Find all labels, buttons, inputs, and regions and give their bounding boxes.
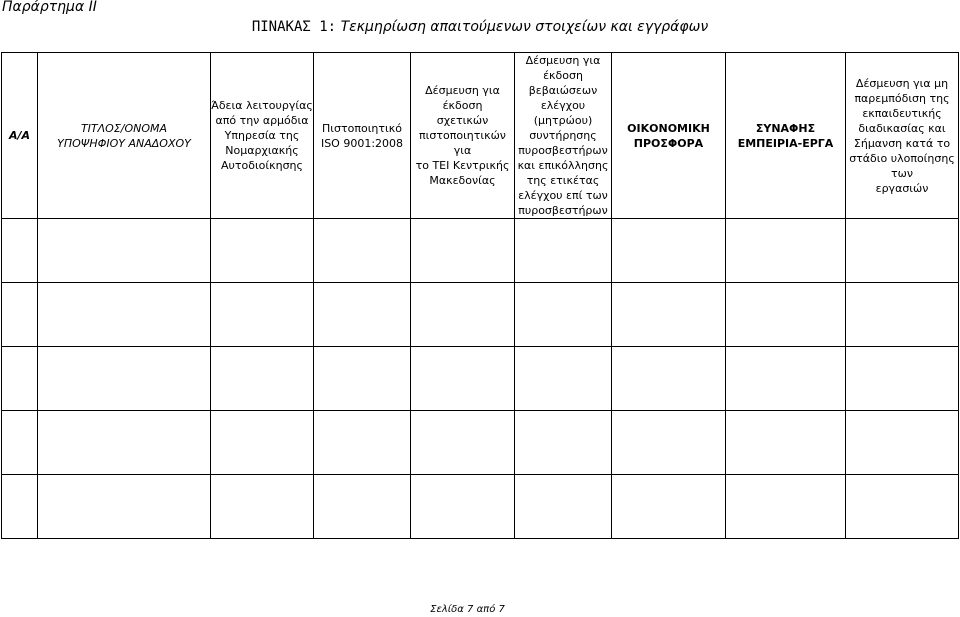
column-header: [314, 53, 411, 219]
table-cell[interactable]: [2, 347, 38, 411]
table-cell[interactable]: [726, 475, 846, 539]
table-cell[interactable]: [314, 219, 411, 283]
column-header-line: Πιστοποιητικό: [322, 121, 402, 135]
table-cell[interactable]: [846, 283, 959, 347]
table-cell[interactable]: [211, 283, 314, 347]
column-header-line: συντήρησης: [529, 129, 597, 142]
documents-table: [1, 52, 959, 539]
column-header-line: ΟΙΚΟΝΟΜΙΚΗ: [627, 121, 710, 135]
table-cell[interactable]: [211, 219, 314, 283]
table-cell[interactable]: [846, 411, 959, 475]
table-cell[interactable]: [411, 219, 515, 283]
column-header-line: και επικόλλησης: [517, 159, 609, 172]
table-cell[interactable]: [515, 219, 612, 283]
table-cell[interactable]: [726, 219, 846, 283]
table-cell[interactable]: [38, 411, 211, 475]
table-row: [2, 219, 959, 283]
table-cell[interactable]: [846, 475, 959, 539]
table-cell[interactable]: [411, 475, 515, 539]
column-header-line: παρεμπόδιση της: [854, 91, 950, 105]
table-row: [2, 475, 959, 539]
column-header-line: Νομαρχιακής: [225, 144, 299, 157]
column-header-line: Α/Α: [8, 129, 31, 142]
table-cell[interactable]: [726, 283, 846, 347]
column-header: [515, 53, 612, 219]
column-header-line: από την αρμόδια: [215, 114, 309, 127]
table-cell[interactable]: [846, 347, 959, 411]
column-header-line: Δέσμευση για μη: [855, 76, 949, 90]
column-header-line: ΠΡΟΣΦΟΡΑ: [633, 136, 704, 150]
table-cell[interactable]: [211, 347, 314, 411]
table-cell[interactable]: [314, 475, 411, 539]
table-cell[interactable]: [2, 283, 38, 347]
table-cell[interactable]: [38, 283, 211, 347]
column-header-line: ΣΥΝΑΦΗΣ: [755, 121, 816, 135]
page-footer: Σελίδα 7 από 7: [430, 604, 505, 615]
header-row: [2, 53, 959, 219]
table-title-text: Τεκμηρίωση απαιτούμενων στοιχείων και εγγράφων: [340, 19, 709, 35]
table-cell[interactable]: [314, 283, 411, 347]
table-cell[interactable]: [726, 411, 846, 475]
column-header: [411, 53, 515, 219]
column-header-line: διαδικασίας και: [858, 121, 946, 135]
table-cell[interactable]: [612, 283, 726, 347]
column-header: [38, 53, 211, 219]
column-header-line: Σήμανση κατά το: [853, 136, 951, 150]
column-header-line: Αυτοδιοίκησης: [220, 159, 303, 172]
table-cell[interactable]: [612, 347, 726, 411]
column-header: [211, 53, 314, 219]
column-header-line: ΤΙΤΛΟΣ/ΟΝΟΜΑ: [80, 121, 168, 135]
table-cell[interactable]: [515, 475, 612, 539]
table-cell[interactable]: [515, 347, 612, 411]
column-header-line: έκδοση: [543, 69, 583, 82]
table-cell[interactable]: [612, 411, 726, 475]
column-header-line: της ετικέτας: [526, 174, 600, 187]
column-header-line: ΕΜΠΕΙΡΙΑ-ΕΡΓΑ: [737, 136, 834, 150]
table-cell[interactable]: [846, 219, 959, 283]
column-header-line: εργασιών: [875, 181, 929, 195]
column-header-line: το ΤΕΙ Κεντρικής: [415, 159, 510, 172]
column-header-line: Μακεδονίας: [429, 174, 496, 187]
column-header-line: στάδιο υλοποίησης των: [849, 151, 955, 180]
table-cell[interactable]: [2, 475, 38, 539]
column-header: [2, 53, 38, 219]
column-header-line: σχετικών: [436, 114, 489, 127]
table-cell[interactable]: [411, 283, 515, 347]
column-header: [846, 53, 959, 219]
table-cell[interactable]: [38, 475, 211, 539]
column-header: [726, 53, 846, 219]
table-cell[interactable]: [2, 411, 38, 475]
table-cell[interactable]: [612, 219, 726, 283]
table-cell[interactable]: [411, 347, 515, 411]
column-header: [612, 53, 726, 219]
column-header-line: ελέγχου (μητρώου): [533, 99, 593, 127]
table-row: [2, 283, 959, 347]
table-cell[interactable]: [612, 475, 726, 539]
table-cell[interactable]: [314, 347, 411, 411]
table-cell[interactable]: [38, 219, 211, 283]
appendix-label: Παράρτημα ΙΙ: [2, 0, 97, 15]
column-header-line: πιστοποιητικών για: [419, 129, 506, 157]
table-cell[interactable]: [314, 411, 411, 475]
table-cell[interactable]: [515, 283, 612, 347]
column-header-line: Υπηρεσία της: [224, 129, 300, 142]
table-cell[interactable]: [726, 347, 846, 411]
column-header-line: πυροσβεστήρων: [518, 144, 608, 157]
column-header-line: ISO 9001:2008: [320, 136, 404, 150]
column-header-line: Δέσμευση για έκδοση: [425, 84, 500, 112]
column-header-line: ελέγχου επί των: [518, 189, 608, 202]
column-header-line: βεβαιώσεων: [528, 84, 598, 97]
column-header-line: πυροσβεστήρων: [518, 204, 608, 217]
column-header-line: Άδεια λειτουργίας: [211, 99, 313, 112]
table-cell[interactable]: [38, 347, 211, 411]
table-row: [2, 411, 959, 475]
column-header-line: ΥΠΟΨΗΦΙΟΥ ΑΝΑΔΟΧΟΥ: [57, 136, 191, 150]
table-row: [2, 347, 959, 411]
table-cell[interactable]: [211, 475, 314, 539]
table-cell[interactable]: [211, 411, 314, 475]
table-cell[interactable]: [2, 219, 38, 283]
column-header-line: Δέσμευση για: [525, 54, 601, 67]
column-header-line: εκπαιδευτικής: [862, 106, 942, 120]
table-cell[interactable]: [411, 411, 515, 475]
table-cell[interactable]: [515, 411, 612, 475]
table-title: [0, 19, 960, 35]
table-title-number: ΠΙΝΑΚΑΣ 1:: [251, 19, 337, 35]
